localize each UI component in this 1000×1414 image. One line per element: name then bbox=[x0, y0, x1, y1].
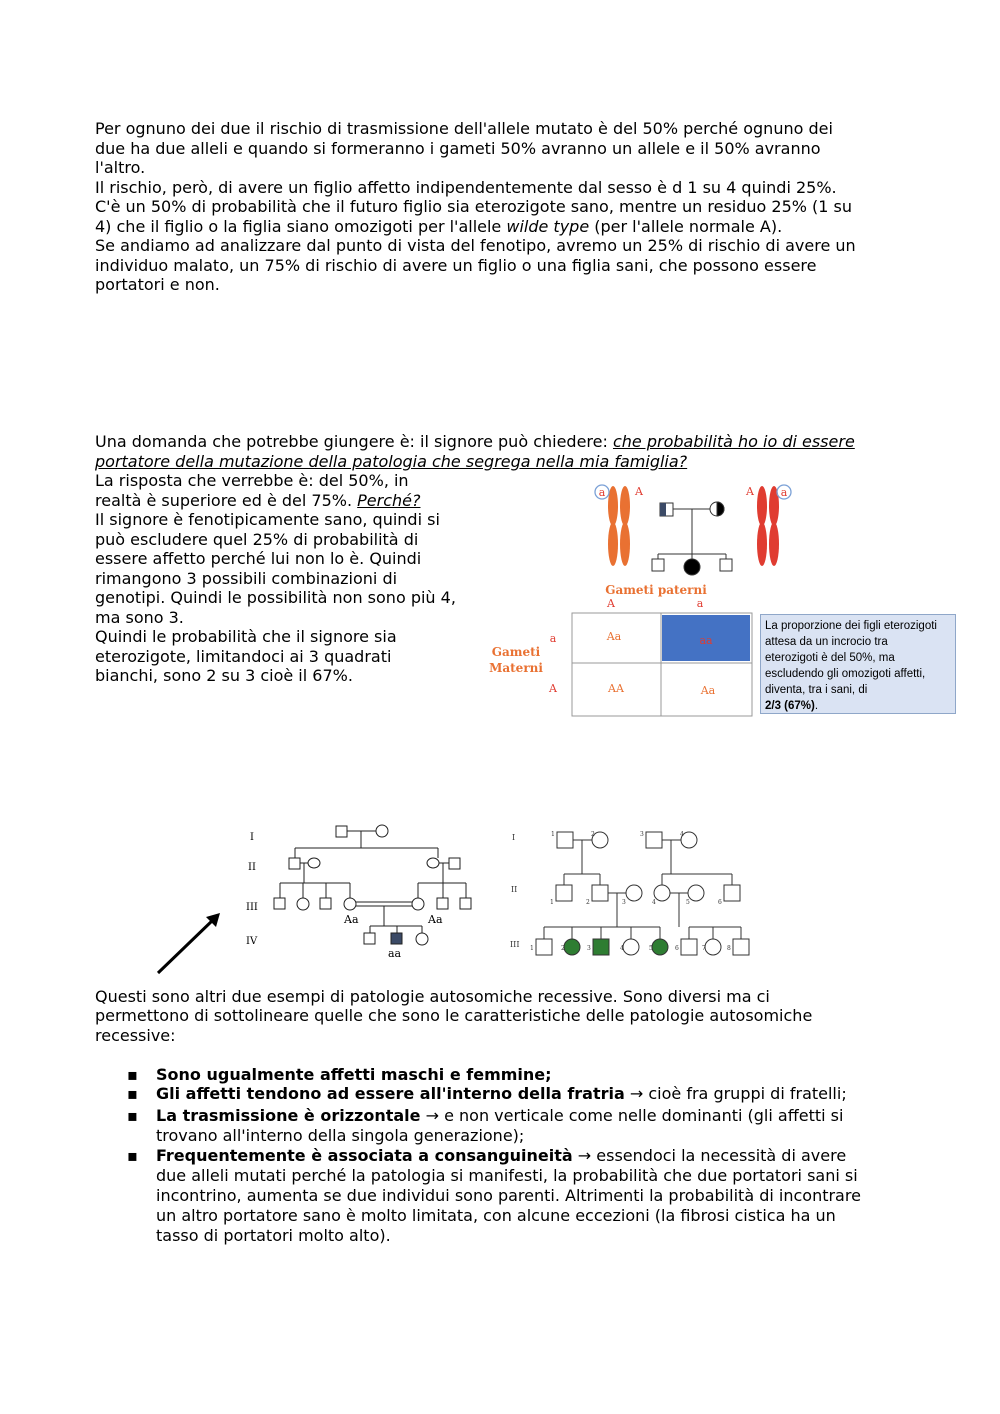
individual-number: 4 bbox=[620, 945, 624, 952]
text-line: portatore della mutazione della patologia che segrega nella mia famiglia? bbox=[95, 452, 688, 471]
genotype-label: Aa bbox=[344, 913, 359, 926]
callout-line: La proporzione dei figli eterozigoti bbox=[765, 620, 937, 632]
text-line: Quindi le probabilità che il signore sia bbox=[95, 627, 397, 646]
text-line: Questi sono altri due esempi di patologie autosomiche recessive. Sono diversi ma ci bbox=[95, 987, 770, 1006]
text-line: individuo malato, un 75% di rischio di avere un figlio o una figlia sani, che possono essere bbox=[95, 256, 817, 275]
bullet-icon: ▪ bbox=[127, 1106, 138, 1125]
text-line: recessive: bbox=[95, 1026, 176, 1045]
row-header: a bbox=[549, 632, 557, 645]
text-line: C'è un 50% di probabilità che il futuro figlio sia eterozigote sano, mentre un residuo 25% (1 su bbox=[95, 197, 853, 216]
text-line: eterozigote, limitandoci ai 3 quadrati bbox=[95, 647, 392, 666]
arrow-right-icon: → bbox=[629, 1084, 644, 1103]
individual-number: 2 bbox=[591, 831, 595, 838]
callout-box bbox=[760, 614, 956, 714]
callout-line: attesa da un incrocio tra bbox=[765, 636, 888, 648]
individual-number: 8 bbox=[727, 945, 731, 952]
text-line: La risposta che verrebbe è: del 50%, in bbox=[95, 471, 409, 490]
individual-number: 4 bbox=[680, 831, 684, 838]
text-line: l'altro. bbox=[95, 158, 146, 177]
callout-line: escludendo gli omozigoti affetti, bbox=[765, 668, 926, 680]
individual-number: 6 bbox=[718, 899, 722, 906]
generation-label: I bbox=[250, 832, 254, 843]
column-header: a bbox=[696, 597, 704, 610]
callout-line: 2/3 (67%). bbox=[765, 700, 819, 712]
generation-label: III bbox=[510, 940, 520, 949]
allele-label: a bbox=[780, 486, 788, 499]
individual-number: 3 bbox=[640, 831, 644, 838]
bullet-icon: ▪ bbox=[127, 1146, 138, 1165]
cell-genotype: AA bbox=[608, 682, 624, 695]
cell-genotype: Aa bbox=[606, 630, 622, 643]
genotype-label: Aa bbox=[428, 913, 443, 926]
individual-number: 1 bbox=[550, 899, 554, 906]
callout-line: diventa, tra i sani, di bbox=[765, 684, 868, 696]
maternal-title: Materni bbox=[489, 661, 543, 675]
generation-label: IV bbox=[246, 936, 258, 947]
chromosome-left-icon bbox=[608, 486, 630, 566]
bullet-icon: ▪ bbox=[127, 1084, 138, 1103]
allele-label: A bbox=[746, 485, 754, 498]
individual-number: 5 bbox=[686, 899, 690, 906]
arrow-right-icon: → bbox=[425, 1106, 439, 1125]
arrow-right-icon: → bbox=[577, 1146, 592, 1165]
column-header: A bbox=[607, 597, 615, 610]
bullet-icon: ▪ bbox=[127, 1065, 138, 1084]
text-line: permettono di sottolineare quelle che sono le caratteristiche delle patologie autosomiche bbox=[95, 1006, 813, 1025]
allele-label: a bbox=[598, 486, 606, 499]
generation-label: III bbox=[246, 902, 258, 913]
list-item: La trasmissione è orizzontale → e non verticale come nelle dominanti (gli affetti si trovano all'interno della singola generazione); bbox=[156, 1106, 844, 1145]
text-line: genotipi. Quindi le possibilità non sono più 4, bbox=[95, 588, 456, 607]
cell-genotype: aa bbox=[699, 634, 713, 647]
individual-number: 3 bbox=[622, 899, 626, 906]
text-line: portatori e non. bbox=[95, 275, 220, 294]
chromosome-right-icon bbox=[757, 486, 779, 566]
text-line: essere affetto perché lui non lo è. Quindi bbox=[95, 549, 422, 568]
text-line: Una domanda che potrebbe giungere è: il signore può chiedere: che probabilità ho io di essere bbox=[95, 432, 855, 451]
text-line: può escludere quel 25% di probabilità di bbox=[95, 530, 419, 549]
cell-genotype: Aa bbox=[700, 684, 716, 697]
text-line: Il rischio, però, di avere un figlio affetto indipendentemente dal sesso è d 1 su 4 quindi 25%. bbox=[95, 178, 837, 197]
generation-label: II bbox=[511, 885, 518, 894]
punnett-grid bbox=[572, 613, 752, 716]
text-line: Per ognuno dei due il rischio di trasmissione dell'allele mutato è del 50% perché ognuno dei bbox=[95, 119, 833, 138]
individual-number: 1 bbox=[530, 945, 534, 952]
text-line: rimangono 3 possibili combinazioni di bbox=[95, 569, 398, 588]
list-item: Sono ugualmente affetti maschi e femmine; bbox=[156, 1065, 552, 1084]
generation-label: II bbox=[248, 862, 256, 873]
family-pedigree bbox=[652, 502, 732, 575]
list-item: Frequentemente è associata a consanguineità → essendoci la necessità di avere due alleli mutati perché la patologia si manifesti, la probabilità che due portatori sani si incontrino, aumenta se due individui sono parenti. Altrimenti la probabilità di incontrare un altro portatore sano è molto limitata, con alcune eccezioni (la fibrosi cistica ha un tasso di portatori molto alto). bbox=[156, 1146, 861, 1245]
text-line: Il signore è fenotipicamente sano, quindi si bbox=[95, 510, 440, 529]
callout-line: eterozigoti è del 50%, ma bbox=[765, 652, 895, 664]
individual-number: 4 bbox=[652, 899, 656, 906]
individual-number: 2 bbox=[561, 945, 565, 952]
generation-label: I bbox=[512, 833, 516, 842]
individual-number: 5 bbox=[649, 945, 653, 952]
individual-number: 6 bbox=[675, 945, 679, 952]
paternal-title: Gameti paterni bbox=[605, 583, 707, 597]
text-line: bianchi, sono 2 su 3 cioè il 67%. bbox=[95, 666, 353, 685]
individual-number: 3 bbox=[587, 945, 591, 952]
text-line: due ha due alleli e quando si formeranno i gameti 50% avranno un allele e il 50% avranno bbox=[95, 139, 821, 158]
list-item: Gli affetti tendono ad essere all'interno della fratria → cioè fra gruppi di fratelli; bbox=[156, 1084, 847, 1103]
allele-label: A bbox=[635, 485, 643, 498]
genotype-label: aa bbox=[388, 947, 402, 960]
text-line: 4) che il figlio o la figlia siano omozigoti per l'allele wilde type (per l'allele normale A). bbox=[95, 217, 783, 236]
text-line: realtà è superiore ed è del 75%. Perché? bbox=[95, 491, 421, 510]
text-line: ma sono 3. bbox=[95, 608, 184, 627]
pedigree-siblings bbox=[508, 822, 753, 962]
maternal-title: Gameti bbox=[491, 645, 541, 659]
arrow-icon bbox=[150, 905, 230, 980]
individual-number: 2 bbox=[586, 899, 590, 906]
individual-number: 7 bbox=[702, 945, 706, 952]
pedigree-consanguinity bbox=[240, 818, 500, 963]
text-line: Se andiamo ad analizzare dal punto di vista del fenotipo, avremo un 25% di rischio di avere un bbox=[95, 236, 856, 255]
individual-number: 1 bbox=[551, 831, 555, 838]
row-header: A bbox=[549, 682, 557, 695]
